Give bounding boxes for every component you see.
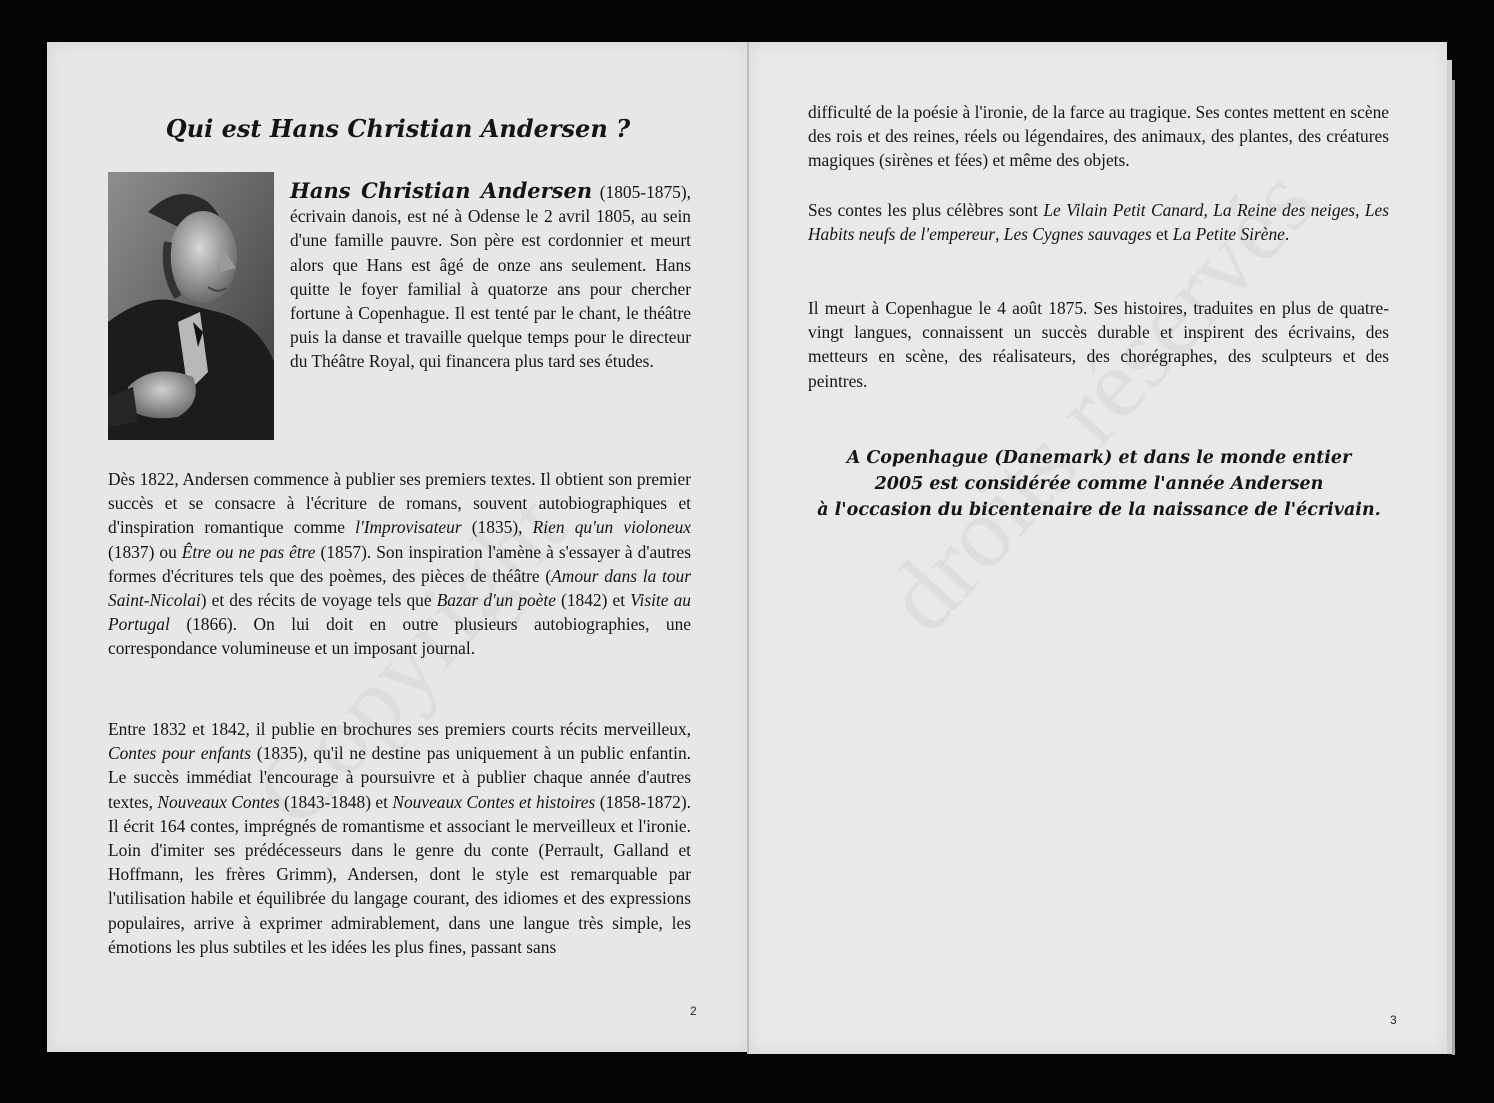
- title-run: Bazar d'un poète: [436, 590, 556, 611]
- text-run: Il meurt à Copenhague le 4 août 1875. Ses histoires, traduites en plus de quatre-vingt langues, connaissent un succès durable et inspirent des écrivains, des metteurs en scène, des réalisateurs, des chorégraphes, des sculpteurs et des peintres.: [808, 298, 1389, 391]
- title-run: l'Improvisateur: [355, 517, 462, 538]
- title-run: La Reine des neiges: [1213, 200, 1356, 220]
- paragraph-legacy: [808, 296, 1389, 393]
- title-run: Rien qu'un violoneux: [532, 517, 691, 538]
- author-name: Hans Christian Andersen: [290, 178, 593, 203]
- title-run: Contes pour enfants: [108, 743, 252, 764]
- text-run: (1837) ou: [108, 541, 182, 562]
- title-run: Visite au Portugal: [108, 590, 691, 635]
- right-page: [749, 42, 1447, 1054]
- text-run: (1835),: [461, 517, 533, 538]
- text-run: Entre 1832 et 1842, il publie en brochures ses premiers courts récits merveilleux,: [108, 719, 691, 739]
- title-run: Être ou ne pas être: [181, 541, 316, 562]
- title-run: Les Cygnes sauvages: [1003, 224, 1152, 245]
- intro-paragraph: [290, 179, 691, 374]
- page-number: 2: [690, 1004, 697, 1018]
- closing-line: à l'occasion du bicentenaire de la naissance de l'écrivain.: [817, 500, 1381, 520]
- paragraph-famous-tales: [808, 198, 1389, 246]
- text-run: (1857). Son inspiration l'amène à s'essayer à d'autres formes d'écritures tels que des poèmes, des pièces de théâtre (: [108, 541, 692, 586]
- paragraph-tales: [108, 717, 691, 959]
- page-title: Qui est Hans Christian Andersen ?: [165, 114, 631, 143]
- title-run: Les Habits neufs de l'empereur: [808, 200, 1389, 245]
- text-run: et: [1151, 224, 1173, 245]
- andersen-portrait: [108, 172, 274, 440]
- text-run: difficulté de la poésie à l'ironie, de la farce au tragique. Ses contes mettent en scène des rois et des reines, réels ou légendaires, des animaux, des plantes, des créatures magiques (sirènes et fées) et même des objets.: [808, 102, 1389, 171]
- text-run: ,: [1355, 200, 1365, 220]
- page-number: 3: [1390, 1013, 1397, 1027]
- title-run: Le Vilain Petit Canard: [1043, 200, 1204, 220]
- closing-statement: [779, 445, 1419, 523]
- text-run: Dès 1822, Andersen commence à publier ses premiers textes. Il obtient son premier succès et se consacre à l'écriture de romans, souvent autobiographiques et d'inspiration romantique comme: [108, 469, 691, 538]
- intro-text: (1805-1875), écrivain danois, est né à Odense le 2 avril 1805, au sein d'une famille pauvre. Son père est cordonnier et meurt alors que Hans est âgé de onze ans seulement. Hans quitte le foyer familial à quatorze ans pour chercher fortune à Copenhague. Il est tenté par le chant, le théâtre puis la danse et travaille quelque temps pour le directeur du Théâtre Royal, qui financera plus tard ses études.: [290, 182, 691, 372]
- text-run: Ses contes les plus célèbres sont: [808, 200, 1044, 220]
- text-run: (1843-1848) et: [279, 791, 393, 812]
- text-run: ,: [995, 224, 1004, 245]
- page-edge: [1452, 80, 1455, 1055]
- title-run: Amour dans la tour Saint-Nicolai: [108, 565, 691, 611]
- left-page: [47, 42, 749, 1052]
- text-run: (1835), qu'il ne destine pas uniquement à un public enfantin. Le succès immédiat l'encourage à poursuivre et à publier chaque année d'autres textes,: [108, 743, 691, 812]
- closing-line: 2005 est considérée comme l'année Andersen: [874, 474, 1324, 494]
- text-run: (1866). On lui doit en outre plusieurs autobiographies, une correspondance volumineuse et un imposant journal.: [108, 614, 691, 659]
- title-run: La Petite Sirène: [1172, 224, 1285, 245]
- text-run: ,: [1203, 200, 1214, 220]
- text-run: ) et des récits de voyage tels que: [200, 590, 437, 611]
- text-run: (1858-1872). Il écrit 164 contes, imprégnés de romantisme et associant le merveilleux et l'ironie. Loin d'imiter ses prédécesseurs dans le genre du conte (Perrault, Galland et Hoffmann, les frères Grimm), Andersen, dont le style est remarquable par l'utilisation habile et équilibrée du langage courant, des idiomes et des expressions populaires, arrive à exprimer admirablement, dans une langue très simple, les émotions les plus subtiles et les idées les plus fines, passant sans: [108, 791, 692, 957]
- text-run: .: [1284, 224, 1290, 245]
- title-run: Nouveaux Contes et histoires: [392, 791, 596, 812]
- title-run: Nouveaux Contes: [157, 791, 280, 812]
- closing-line: A Copenhague (Danemark) et dans le monde entier: [846, 448, 1352, 468]
- text-run: (1842) et: [555, 590, 631, 611]
- paragraph-style: [808, 100, 1389, 173]
- paragraph-novels: [108, 467, 691, 661]
